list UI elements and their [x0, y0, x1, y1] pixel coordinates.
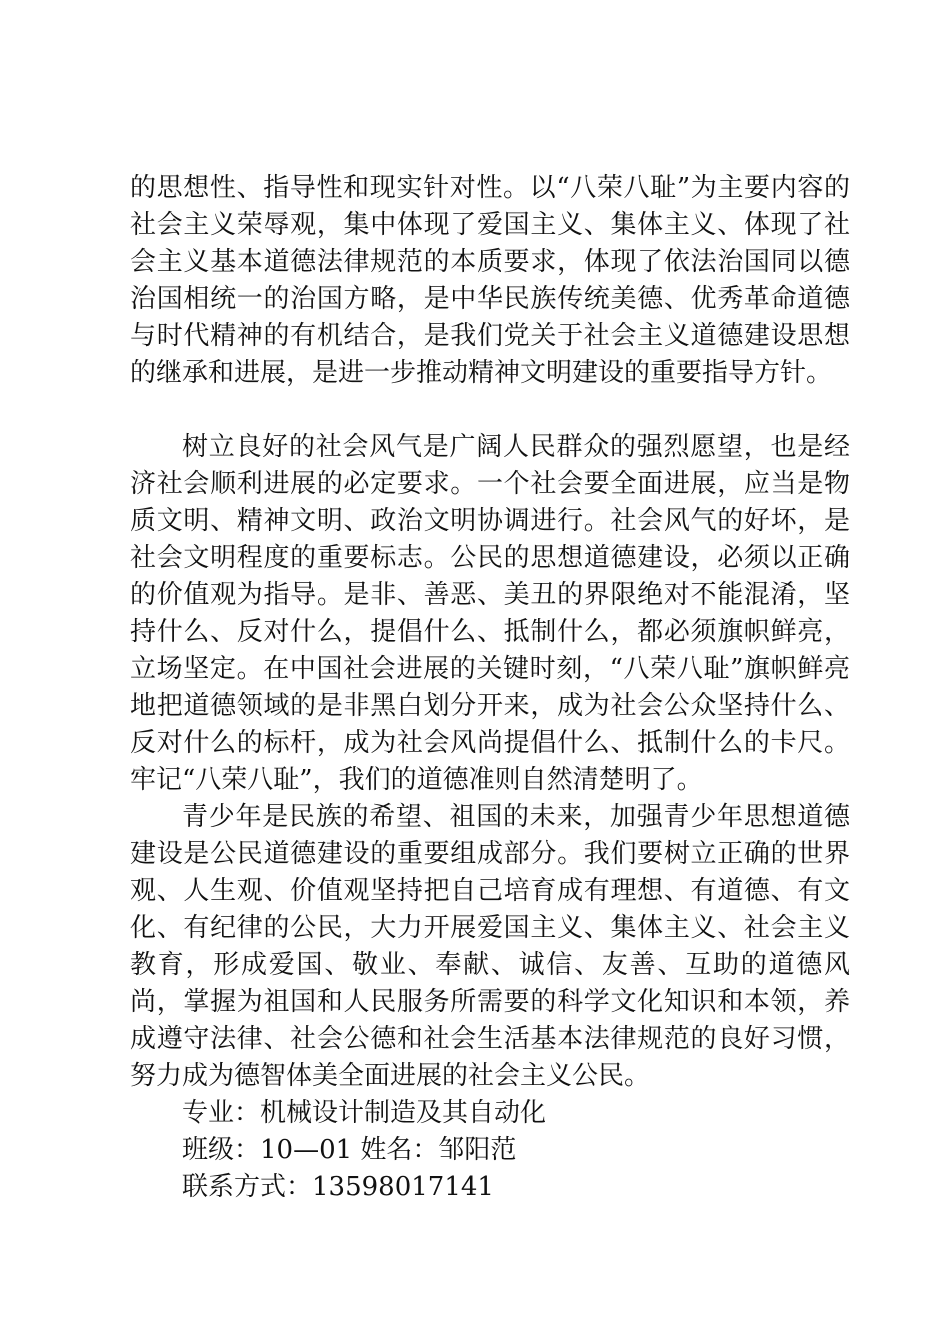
major-line: 专业：机械设计制造及其自动化 — [182, 1098, 547, 1128]
paragraph-1: 的思想性、指导性和现实针对性。以“八荣八耻”为主要内容的社会主义荣辱观，集中体现了爱国主义、集体主义、体现了社会主义基本道德法律规范的本质要求，体现了依法治国同以德治国相统一的治国方略，是中华民族传统美德、优秀革命道德与时代精神的有机结合，是我们党关于社会主义道德建设思想的继承和进展，是进一步推动精神文明建设的重要指导方针。 — [130, 173, 850, 388]
class-name-line: 班级：10—01 姓名：邹阳范 — [182, 1135, 517, 1165]
contact-line: 联系方式：13598017141 — [182, 1172, 494, 1202]
paragraph-3: 青少年是民族的希望、祖国的未来，加强青少年思想道德建设是公民道德建设的重要组成部分。我们要树立正确的世界观、人生观、价值观坚持把自己培育成有理想、有道德、有文化、有纪律的公民，大力开展爱国主义、集体主义、社会主义教育，形成爱国、敬业、奉献、诚信、友善、互助的道德风尚，掌握为祖国和人民服务所需要的科学文化知识和本领，养成遵守法律、社会公德和社会生活基本法律规范的良好习惯，努力成为德智体美全面进展的社会主义公民。 — [130, 802, 850, 1091]
document-page — [130, 170, 850, 1206]
paragraph-2: 树立良好的社会风气是广阔人民群众的强烈愿望，也是经济社会顺利进展的必定要求。一个社会要全面进展，应当是物质文明、精神文明、政治文明协调进行。社会风气的好坏，是社会文明程度的重要标志。公民的思想道德建设，必须以正确的价值观为指导。是非、善恶、美丑的界限绝对不能混淆，坚持什么、反对什么，提倡什么、抵制什么，都必须旗帜鲜亮，立场坚定。在中国社会进展的关键时刻，“八荣八耻”旗帜鲜亮地把道德领域的是非黑白划分开来，成为社会公众坚持什么、反对什么的标杆，成为社会风尚提倡什么、抵制什么的卡尺。牢记“八荣八耻”，我们的道德准则自然清楚明了。 — [130, 432, 850, 795]
author-info — [130, 1095, 850, 1206]
